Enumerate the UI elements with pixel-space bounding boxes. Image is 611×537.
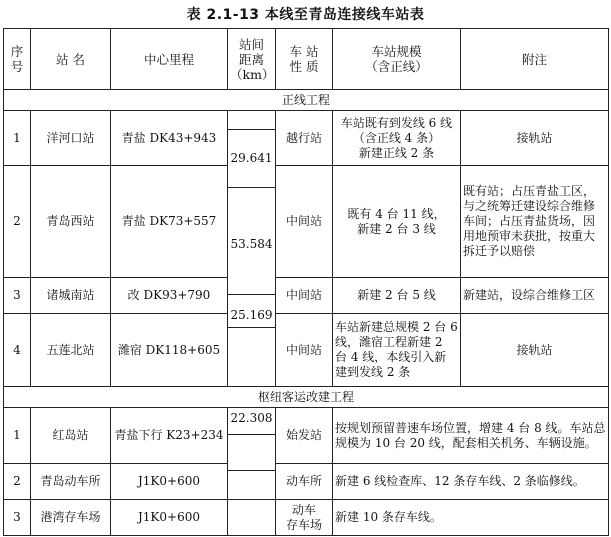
- header-name: 站 名: [31, 29, 111, 90]
- header-nature: 车 站 性 质: [276, 29, 333, 90]
- cell-nature: 中间站: [276, 166, 333, 278]
- cell-mileage: J1K0+600: [111, 500, 228, 536]
- cell-name: 港湾存车场: [31, 500, 111, 536]
- table-title: 表 2.1-13 本线至青岛连接线车站表: [186, 7, 425, 23]
- cell-name: 五莲北站: [31, 314, 111, 387]
- cell-scale: 新建 2 台 5 线: [333, 278, 461, 314]
- cell-seq: 2: [4, 166, 31, 278]
- cell-scale: 按规划预留普速车场位置，增建 4 台 8 线。车站总规模为 10 台 20 线，配套相关机务、车辆设施。: [333, 408, 609, 464]
- cell-seq: 3: [4, 500, 31, 536]
- cell-seq: 3: [4, 278, 31, 314]
- cell-scale: 新建 6 线检查库、12 条存车线、2 条临修线。: [333, 464, 609, 500]
- header-remark: 附注: [461, 29, 609, 90]
- distance-value: 22.308: [230, 411, 273, 425]
- cell-distance-empty: [228, 500, 276, 536]
- cell-scale: 车站新建总规模 2 台 6 线，潍宿工程新建 2 台 4 线，本线引入新建到发线 2 条: [333, 314, 461, 387]
- distance-value: 25.169: [230, 308, 273, 322]
- cell-scale: 既有 4 台 11 线， 新建 2 台 3 线: [333, 166, 461, 278]
- table-row: [4, 464, 609, 500]
- cell-seq: 1: [4, 408, 31, 464]
- cell-mileage: 潍宿 DK118+605: [111, 314, 228, 387]
- station-table: [3, 28, 609, 536]
- distance-value: 29.641: [230, 151, 273, 165]
- table-row: [4, 314, 609, 387]
- distance-column: [228, 408, 276, 500]
- cell-nature: 动车 存车场: [276, 500, 333, 536]
- cell-seq: 2: [4, 464, 31, 500]
- table-row: [4, 166, 609, 278]
- cell-name: 青岛动车所: [31, 464, 111, 500]
- table-row: [4, 500, 609, 536]
- header-scale: 车站规模 （含正线）: [333, 29, 461, 90]
- cell-name: 青岛西站: [31, 166, 111, 278]
- cell-nature: 动车所: [276, 464, 333, 500]
- cell-mileage: 改 DK93+790: [111, 278, 228, 314]
- header-distance: 站间 距离 （km）: [228, 29, 276, 90]
- cell-nature: 中间站: [276, 278, 333, 314]
- section-row: [4, 90, 609, 111]
- cell-seq: 1: [4, 111, 31, 166]
- cell-nature: 越行站: [276, 111, 333, 166]
- section-row: [4, 387, 609, 408]
- cell-remark: 接轨站: [461, 111, 609, 166]
- table-row: [4, 408, 609, 464]
- cell-mileage: J1K0+600: [111, 464, 228, 500]
- table-row: [4, 278, 609, 314]
- cell-scale: 车站既有到发线 6 线 （含正线 4 条） 新建正线 2 条: [333, 111, 461, 166]
- distance-value: 53.584: [230, 237, 273, 251]
- cell-remark: 新建站，设综合维修工区: [461, 278, 609, 314]
- cell-mileage: 青盐 DK73+557: [111, 166, 228, 278]
- cell-mileage: 青盐 DK43+943: [111, 111, 228, 166]
- cell-scale: 新建 10 条存车线。: [333, 500, 609, 536]
- distance-column: [228, 111, 276, 387]
- cell-seq: 4: [4, 314, 31, 387]
- cell-mileage: 青盐下行 K23+234: [111, 408, 228, 464]
- section-label: 枢纽客运改建工程: [4, 387, 609, 408]
- cell-name: 洋河口站: [31, 111, 111, 166]
- cell-remark: 接轨站: [461, 314, 609, 387]
- header-mileage: 中心里程: [111, 29, 228, 90]
- cell-name: 红岛站: [31, 408, 111, 464]
- header-seq: 序 号: [4, 29, 31, 90]
- cell-remark: 既有站；占压青盐工区，与之统筹迁建设综合维修车间；占压青盐货场，因用地预审未获批，按重大拆迁予以赔偿: [461, 166, 609, 278]
- cell-name: 诸城南站: [31, 278, 111, 314]
- table-row: [4, 111, 609, 166]
- section-label: 正线工程: [4, 90, 609, 111]
- cell-nature: 始发站: [276, 408, 333, 464]
- header-row: [4, 29, 609, 90]
- cell-nature: 中间站: [276, 314, 333, 387]
